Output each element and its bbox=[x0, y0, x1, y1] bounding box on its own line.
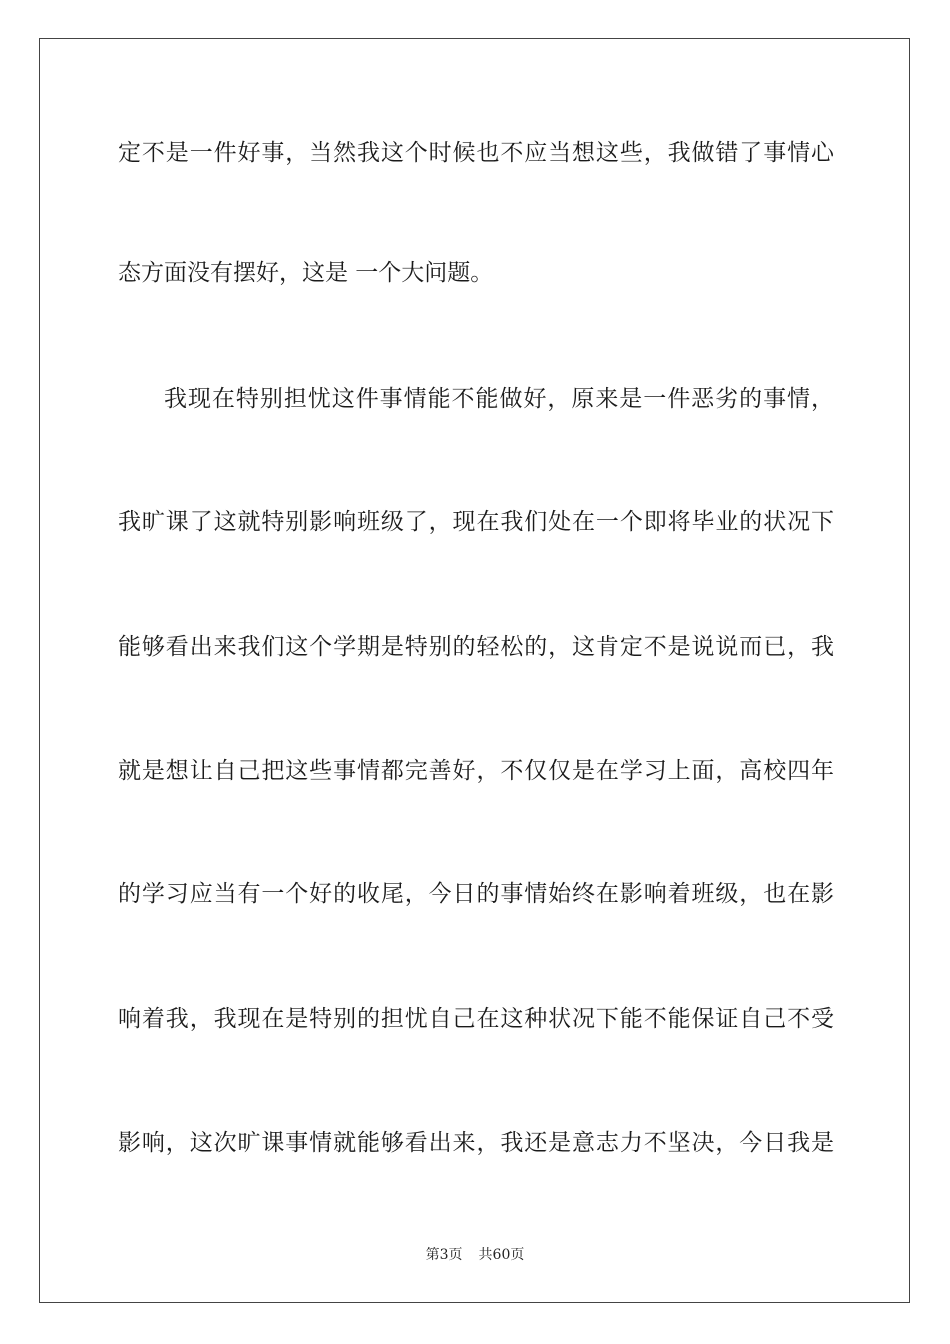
body-line-1: 定不是一件好事，当然我这个时候也不应当想这些，我做错了事情心 bbox=[118, 140, 834, 166]
body-line-5: 能够看出来我们这个学期是特别的轻松的，这肯定不是说说而已，我 bbox=[118, 634, 834, 660]
body-line-4: 我旷课了这就特别影响班级了，现在我们处在一个即将毕业的状况下 bbox=[118, 509, 834, 535]
body-line-7: 的学习应当有一个好的收尾，今日的事情始终在影响着班级，也在影 bbox=[118, 881, 834, 907]
body-line-3: 我现在特别担忧这件事情能不能做好，原来是一件恶劣的事情， bbox=[164, 386, 834, 412]
page-border bbox=[39, 38, 910, 1303]
page-total: 共60页 bbox=[478, 1247, 525, 1263]
body-line-9: 影响，这次旷课事情就能够看出来，我还是意志力不坚决，今日我是 bbox=[118, 1130, 834, 1156]
page-footer bbox=[0, 1246, 950, 1264]
body-line-6: 就是想让自己把这些事情都完善好，不仅仅是在学习上面，高校四年 bbox=[118, 758, 834, 784]
body-line-8: 响着我，我现在是特别的担忧自己在这种状况下能不能保证自己不受 bbox=[118, 1006, 834, 1032]
body-line-2: 态方面没有摆好，这是 一个大问题。 bbox=[118, 260, 494, 286]
page-number: 第3页 bbox=[425, 1247, 463, 1263]
